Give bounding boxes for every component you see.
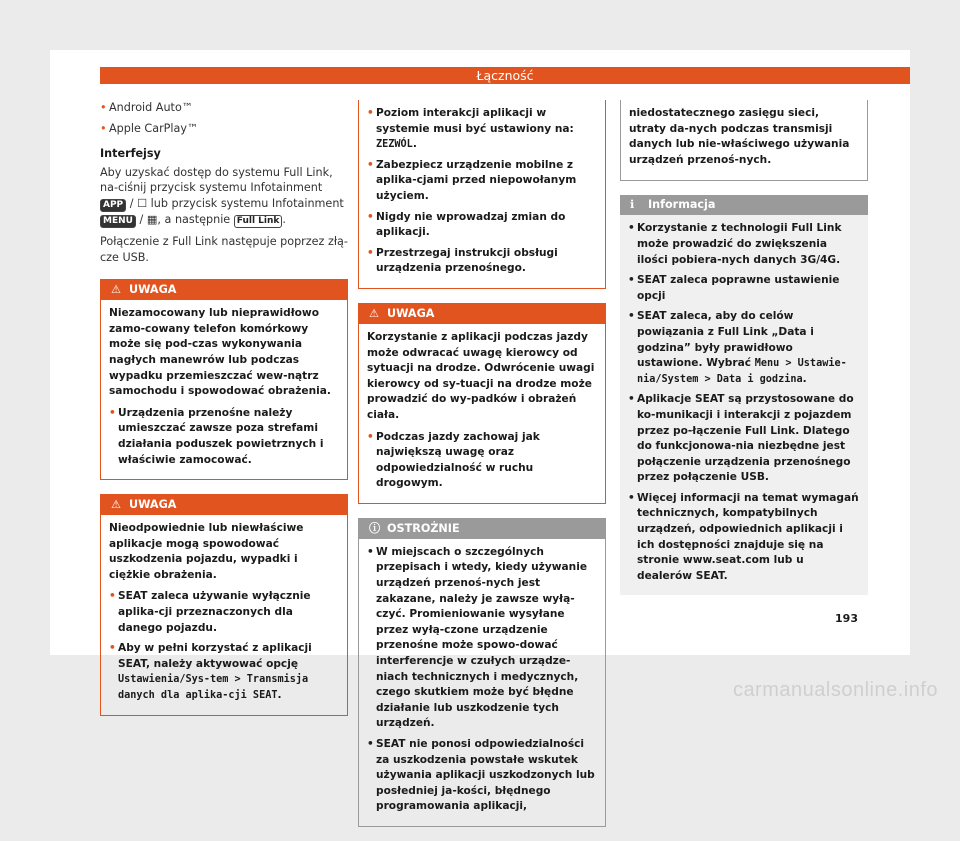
info-box: ℹ Informacja • Korzystanie z technologii Full Link może prowadzić do zwiększenia ilości pobiera-nych danych 3G/4G. • SEAT zaleca poprawne ustawienie opcji • SEAT zaleca, aby do celów powiązania z Full Link „Data i godzina” były prawidłowo ustawione. Wybrać Menu > Ustawie-nia/System > Data i godzina. • Aplikacje SEAT są przystosowane do ko-munikacji i interakcji z pojazdem przez po-łączenie Full Link. Dlatego do funkcjonowa-nia niezbędne jest połączenie urządzenia przenośnego przez połączenie USB. • Więcej informacji na temat wymagań technicznych, kompatybilnych urządzeń, odpowiednich aplikacji i ich dostępności znajduje się na stronie www.seat.com lub u dealerów SEAT.: [620, 195, 868, 595]
column-1: [100, 100, 348, 730]
subheading-interfaces: Interfejsy: [100, 147, 161, 161]
list-item: • Aplikacje SEAT są przystosowane do ko-munikacji i interakcji z pojazdem przez po-łączenie Full Link. Dlatego do funkcjonowa-nia niezbędne jest połączenie urządzenia przenośnego przez połączenie USB.: [628, 393, 854, 484]
app-key-icon: APP: [100, 199, 126, 212]
list-item: • W miejscach o szczególnych przepisach i wtedy, kiedy używanie urządzeń przenoś-nych jest zakazane, należy je zawsze wyłą-czyć. Promieniowanie wysyłane przez wyłą-czone urządzenie przenośne może spowo-dować interferencje w czułych urządze-niach technicznych i medycznych, czego skutkiem może być błędne działanie lub uszkodzenie tych urządzeń.: [367, 545, 588, 730]
paragraph: Połączenie z Full Link następuje poprzez złą-cze USB.: [100, 234, 348, 264]
paragraph: Aby uzyskać dostęp do systemu Full Link, na-ciśnij przycisk systemu Infotainment APP / ☐ lub przycisk systemu Infotainment MENU / ▦, a następnie Full Link .: [100, 165, 344, 226]
list-item: • Korzystanie z technologii Full Link może prowadzić do zwiększenia ilości pobiera-nych danych 3G/4G.: [628, 222, 842, 266]
warning-text: Nieodpowiednie lub niewłaściwe aplikacje mogą spowodować uszkodzenia pojazdu, wypadki i ciężkie obrażenia.: [109, 522, 304, 581]
list-item: • SEAT nie ponosi odpowiedzialności za uszkodzenia powstałe wskutek używania aplikacji uszkodzonych lub posłedniej ja-kości, błędnego programowania aplikacji,: [367, 738, 595, 813]
list-item: • Aby w pełni korzystać z aplikacji SEAT, należy aktywować opcję Ustawienia/Sys-tem > Transmisja danych dla aplika-cji SEAT.: [109, 642, 312, 702]
list-item: • Urządzenia przenośne należy umieszczać zawsze poza strefami działania poduszek powietrznych i właściwie zamocować.: [109, 406, 324, 466]
column-2: [358, 100, 606, 841]
page-number: 193: [835, 612, 858, 625]
warning-triangle-icon: ⚠: [111, 283, 122, 297]
list-item: • Apple CarPlay™: [100, 121, 199, 135]
warning-triangle-icon: ⚠: [369, 306, 380, 320]
caution-box: ⓘ OSTROŻNIE • W miejscach o szczególnych przepisach i wtedy, kiedy używanie urządzeń przenoś-nych jest zakazane, należy je zawsze wyłą-czyć. Promieniowanie wysyłane przez wyłą-czone urządzenie przenośne może spowo-dować interferencje w czułych urządze-niach technicznych i medycznych, czego skutkiem może być błędne działanie lub uszkodzenie tych urządzeń. • SEAT nie ponosi odpowiedzialności za uszkodzenia powstałe wskutek używania aplikacji uszkodzonych lub posłedniej ja-kości, błędnego programowania aplikacji,: [358, 518, 606, 827]
menu-key-icon: MENU: [100, 215, 136, 228]
warning-box: ⚠ UWAGA Niezamocowany lub nieprawidłowo zamo-cowany telefon komórkowy może się pod-czas wykonywania nagłych manewrów lub podczas wypadku przemieszczać wew-nątrz samochodu i spowodować obrażenia. • Urządzenia przenośne należy umieszczać zawsze poza strefami działania poduszek powietrznych i właściwie zamocować.: [100, 279, 348, 480]
info-icon: ℹ: [630, 198, 635, 212]
warning-box: ⚠ UWAGA Korzystanie z aplikacji podczas jazdy może odwracać uwagę kierowcy od sytuacji na drodze. Odwrócenie uwagi kierowcy od sy-tuacji na drodze może prowadzić do wy-padków i obrażeń ciała. • Podczas jazdy zachowaj jak największą uwagę oraz odpowiedzialność w ruchu drogowym.: [358, 303, 606, 504]
warning-box-continued: [358, 100, 606, 289]
section-title: Łączność: [100, 67, 910, 84]
list-item: • Więcej informacji na temat wymagań technicznych, kompatybilnych urządzeń, odpowiednich aplikacji i ich dostępności znajduje się na stronie www.seat.com lub u dealerów SEAT.: [628, 491, 859, 582]
list-item: • Nigdy nie wprowadzaj zmian do aplikacji.: [367, 210, 566, 239]
list-item: • Przestrzegaj instrukcji obsługi urządzenia przenośnego.: [367, 246, 558, 275]
warning-text: Korzystanie z aplikacji podczas jazdy może odwracać uwagę kierowcy od sytuacji na drodze. Odwrócenie uwagi kierowcy od sy-tuacji na drodze może prowadzić do wy-padków i obrażeń ciała.: [367, 330, 595, 421]
list-item: • SEAT zaleca poprawne ustawienie opcji: [628, 274, 840, 302]
warning-text: Niezamocowany lub nieprawidłowo zamo-cowany telefon komórkowy może się pod-czas wykonywania nagłych manewrów lub podczas wypadku przemieszczać wew-nątrz samochodu i spowodować obrażenia.: [109, 307, 331, 398]
list-item: • SEAT zaleca używanie wyłącznie aplika-cji przeznaczonych dla danego pojazdu.: [109, 590, 311, 634]
caution-circle-icon: ⓘ: [369, 521, 381, 535]
list-item: • Zabezpiecz urządzenie mobilne z aplika-cjami przed niepowołanym użyciem.: [367, 158, 577, 202]
list-item: • Podczas jazdy zachowaj jak największą uwagę oraz odpowiedzialność w ruchu drogowym.: [367, 430, 540, 490]
column-3: [620, 100, 868, 609]
phone-icon: ☐: [137, 196, 148, 210]
list-item: • Poziom interakcji aplikacji w systemie musi być ustawiony na: ZEZWÓL.: [367, 107, 574, 151]
list-item: • SEAT zaleca, aby do celów powiązania z Full Link „Data i godzina” były prawidłowo ustawione. Wybrać Menu > Ustawie-nia/System > Data i godzina.: [628, 310, 847, 385]
warning-triangle-icon: ⚠: [111, 498, 122, 512]
full-link-key: Full Link: [234, 215, 283, 228]
caution-text: niedostatecznego zasięgu sieci, utraty da-nych podczas transmisji danych lub nie-właściwego używania urządzeń przenoś-nych.: [629, 107, 850, 166]
grid-icon: ▦: [146, 212, 158, 226]
caution-box-continued: [620, 100, 868, 181]
watermark: carmanualsonline.info: [732, 679, 938, 701]
warning-box: ⚠ UWAGA Nieodpowiednie lub niewłaściwe aplikacje mogą spowodować uszkodzenia pojazdu, wypadki i ciężkie obrażenia. • SEAT zaleca używanie wyłącznie aplika-cji przeznaczonych dla danego pojazdu. • Aby w pełni korzystać z aplikacji SEAT, należy aktywować opcję Ustawienia/Sys-tem > Transmisja danych dla aplika-cji SEAT.: [100, 494, 348, 716]
list-item: • Android Auto™: [100, 101, 193, 114]
